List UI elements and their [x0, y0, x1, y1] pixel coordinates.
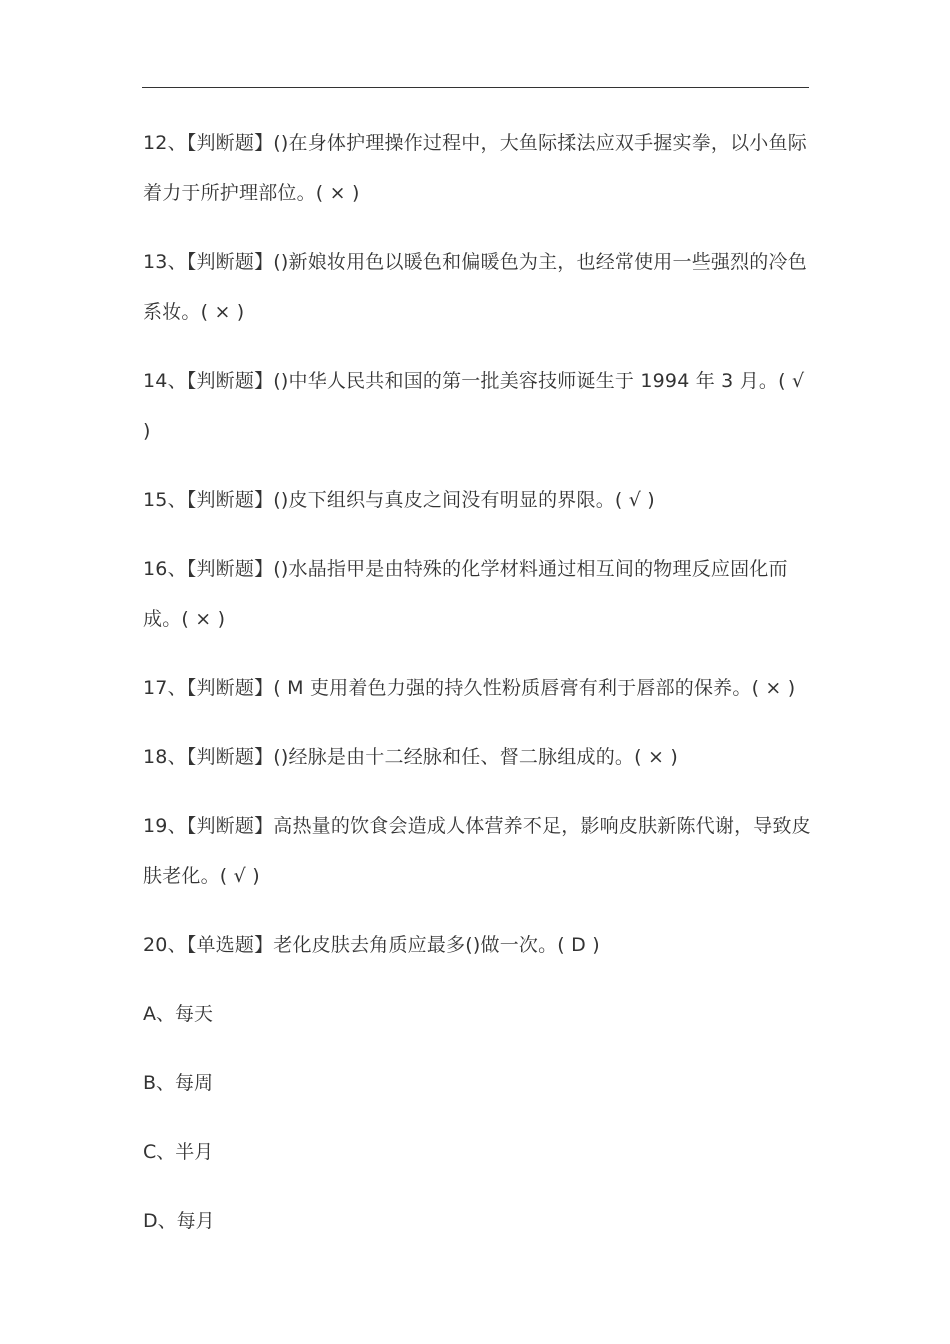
option-b: B、每周 — [143, 1072, 214, 1094]
question-20: 20、【单选题】老化皮肤去角质应最多()做一次。( D ) — [143, 934, 600, 956]
header-rule — [142, 87, 809, 88]
question-list — [143, 118, 811, 1265]
option-c: C、半月 — [143, 1141, 214, 1163]
question-18: 18、【判断题】()经脉是由十二经脉和任、督二脉组成的。( × ) — [143, 746, 678, 768]
option-d: D、每月 — [143, 1210, 215, 1232]
question-13: 13、【判断题】()新娘妆用色以暖色和偏暖色为主，也经常使用一些强烈的冷色系妆。( × ) — [143, 251, 807, 323]
question-19: 19、【判断题】高热量的饮食会造成人体营养不足，影响皮肤新陈代谢，导致皮肤老化。( √ ) — [143, 815, 811, 887]
question-12: 12、【判断题】()在身体护理操作过程中，大鱼际揉法应双手握实拳，以小鱼际着力于所护理部位。( × ) — [143, 132, 807, 204]
question-14: 14、【判断题】()中华人民共和国的第一批美容技师诞生于 1994 年 3 月。( √ ) — [143, 370, 805, 442]
question-15: 15、【判断题】()皮下组织与真皮之间没有明显的界限。( √ ) — [143, 489, 655, 511]
question-16: 16、【判断题】()水晶指甲是由特殊的化学材料通过相互间的物理反应固化而成。( × ) — [143, 558, 788, 630]
option-a: A、每天 — [143, 1003, 213, 1025]
question-17: 17、【判断题】( M 吏用着色力强的持久性粉质唇膏有利于唇部的保养。( × ) — [143, 677, 796, 699]
